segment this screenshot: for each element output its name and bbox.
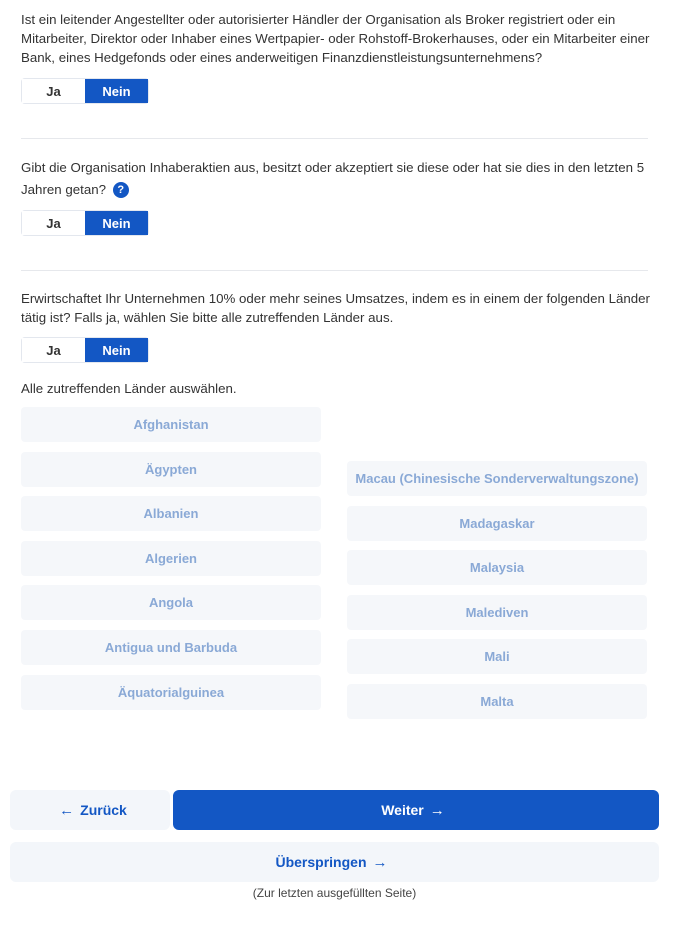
skip-button-label: Überspringen xyxy=(275,854,367,870)
country-option[interactable]: Afghanistan xyxy=(21,407,321,442)
country-option[interactable]: Angola xyxy=(21,585,321,620)
country-option[interactable]: Albanien xyxy=(21,496,321,531)
back-button-label: Zurück xyxy=(80,802,127,818)
arrow-left-icon: ← xyxy=(59,801,75,819)
arrow-right-icon: → xyxy=(429,801,445,819)
question-1-yes-option[interactable]: Ja xyxy=(22,79,85,103)
country-option[interactable]: Malta xyxy=(347,684,647,719)
country-option[interactable]: Ägypten xyxy=(21,452,321,487)
arrow-right-icon: → xyxy=(372,853,388,871)
question-3-no-option[interactable]: Nein xyxy=(85,338,148,362)
country-option[interactable]: Malediven xyxy=(347,595,647,630)
country-option[interactable]: Antigua und Barbuda xyxy=(21,630,321,665)
country-column-right xyxy=(347,461,647,729)
skip-note: (Zur letzten ausgefüllten Seite) xyxy=(252,886,417,900)
country-option[interactable]: Malaysia xyxy=(347,550,647,585)
question-3-toggle xyxy=(21,337,149,363)
question-3-yes-option[interactable]: Ja xyxy=(22,338,85,362)
question-1-text: Ist ein leitender Angestellter oder autorisierter Händler der Organisation als Broker registriert oder ein Mitarbeiter, Direktor oder Inhaber eines Wertpapier- oder Rohstoff-Brokerhauses, oder ein Mitarbeiter einer Bank, eines Hedgefonds oder eines anderweitigen Finanzdienstleistungsunternehmens? xyxy=(21,12,650,65)
country-option[interactable]: Algerien xyxy=(21,541,321,576)
country-option[interactable]: Madagaskar xyxy=(347,506,647,541)
next-button-label: Weiter xyxy=(381,802,424,818)
back-button[interactable] xyxy=(10,790,170,830)
country-option[interactable]: Mali xyxy=(347,639,647,674)
country-list xyxy=(0,400,685,709)
question-2-toggle xyxy=(21,210,149,236)
question-2-yes-option[interactable]: Ja xyxy=(22,211,85,235)
question-3-text: Erwirtschaftet Ihr Unternehmen 10% oder mehr seines Umsatzes, indem es in einem der folgenden Länder tätig ist? Falls ja, wählen Sie bitte alle zutreffenden Länder aus. xyxy=(21,291,650,325)
question-1-toggle xyxy=(21,78,149,104)
question-1-no-option[interactable]: Nein xyxy=(85,79,148,103)
country-option[interactable]: Macau (Chinesische Sonderverwaltungszone) xyxy=(347,461,647,496)
divider xyxy=(21,270,648,271)
skip-button[interactable] xyxy=(10,842,659,882)
country-column-left xyxy=(21,407,321,719)
country-option[interactable]: Äquatorialguinea xyxy=(21,675,321,710)
countries-select-label: Alle zutreffenden Länder auswählen. xyxy=(21,381,237,396)
question-2-text: Gibt die Organisation Inhaberaktien aus, besitzt oder akzeptiert sie diese oder hat sie dies in den letzten 5 Jahren getan? xyxy=(21,160,645,197)
question-2-no-option[interactable]: Nein xyxy=(85,211,148,235)
help-icon[interactable]: ? xyxy=(113,182,129,198)
next-button[interactable] xyxy=(173,790,659,830)
divider xyxy=(21,138,648,139)
question-2 xyxy=(21,157,651,201)
